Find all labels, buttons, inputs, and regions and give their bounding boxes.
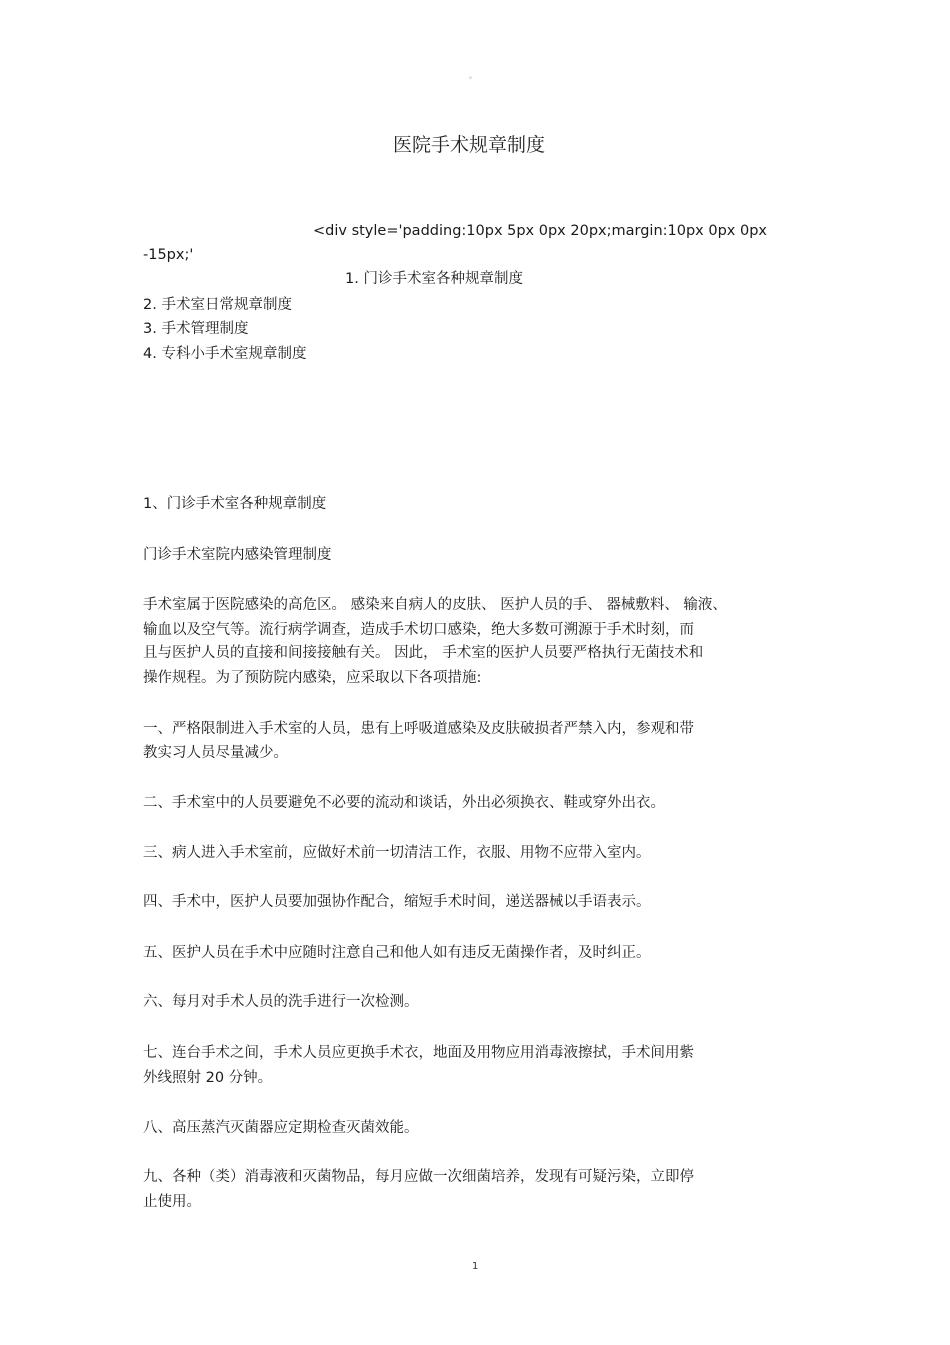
rule-item-7: 七、连台手术之间，手术人员应更换手术衣，地面及用物应用消毒液擦拭，手术间用紫 [143, 1045, 694, 1061]
toc-item-3: 3. 手术管理制度 [143, 321, 249, 337]
intro-line: 手术室属于医院感染的高危区。 感染来自病人的皮肤、 医护人员的手、 器械敷料、 输液、 [143, 597, 727, 613]
rule-item-8: 八、高压蒸汽灭菌器应定期检查灭菌效能。 [143, 1120, 419, 1136]
toc-item-2: 2. 手术室日常规章制度 [143, 297, 292, 313]
rule-item-6: 六、每月对手术人员的洗手进行一次检测。 [143, 994, 419, 1010]
rule-item-5: 五、医护人员在手术中应随时注意自己和他人如有违反无菌操作者，及时纠正。 [143, 945, 651, 961]
rule-item-3: 三、病人进入手术室前，应做好术前一切清洁工作，衣服、用物不应带入室内。 [143, 845, 651, 861]
section-heading: 1、门诊手术室各种规章制度 [143, 496, 327, 512]
document-title: 医院手术规章制度 [392, 134, 545, 156]
intro-line: 输血以及空气等。流行病学调查，造成手术切口感染，绝大多数可溯源于手术时刻，而 [143, 622, 694, 638]
rule-item-7-cont: 外线照射 20 分钟。 [143, 1070, 273, 1086]
subheading: 门诊手术室院内感染管理制度 [143, 547, 332, 563]
rule-item-1: 一、严格限制进入手术室的人员，患有上呼吸道感染及皮肤破损者严禁入内，参观和带 [143, 721, 694, 737]
rule-item-2: 二、手术室中的人员要避免不必要的流动和谈话，外出必须换衣、鞋或穿外出衣。 [143, 795, 665, 811]
intro-line: 且与医护人员的直接和间接接触有关。 因此， 手术室的医护人员要严格执行无菌技术和 [143, 645, 704, 661]
toc-item-1: 1. 门诊手术室各种规章制度 [345, 271, 523, 287]
rule-item-9: 九、各种（类）消毒液和灭菌物品，每月应做一次细菌培养，发现有可疑污染，立即停 [143, 1169, 694, 1185]
rule-item-1-cont: 教实习人员尽量减少。 [143, 745, 288, 761]
html-fragment-line-1: <div style='padding:10px 5px 0px 20px;margin:10px 0px 0px [313, 223, 767, 239]
rule-item-4: 四、手术中，医护人员要加强协作配合，缩短手术时间，递送器械以手语表示。 [143, 894, 651, 910]
intro-line: 操作规程。为了预防院内感染，应采取以下各项措施: [143, 670, 482, 686]
header-mark: 。 [469, 71, 477, 80]
rule-item-9-cont: 止使用。 [143, 1194, 201, 1210]
toc-item-4: 4. 专科小手术室规章制度 [143, 346, 307, 362]
page-number: 1 [472, 1261, 479, 1272]
html-fragment-line-2: -15px;' [143, 247, 194, 263]
